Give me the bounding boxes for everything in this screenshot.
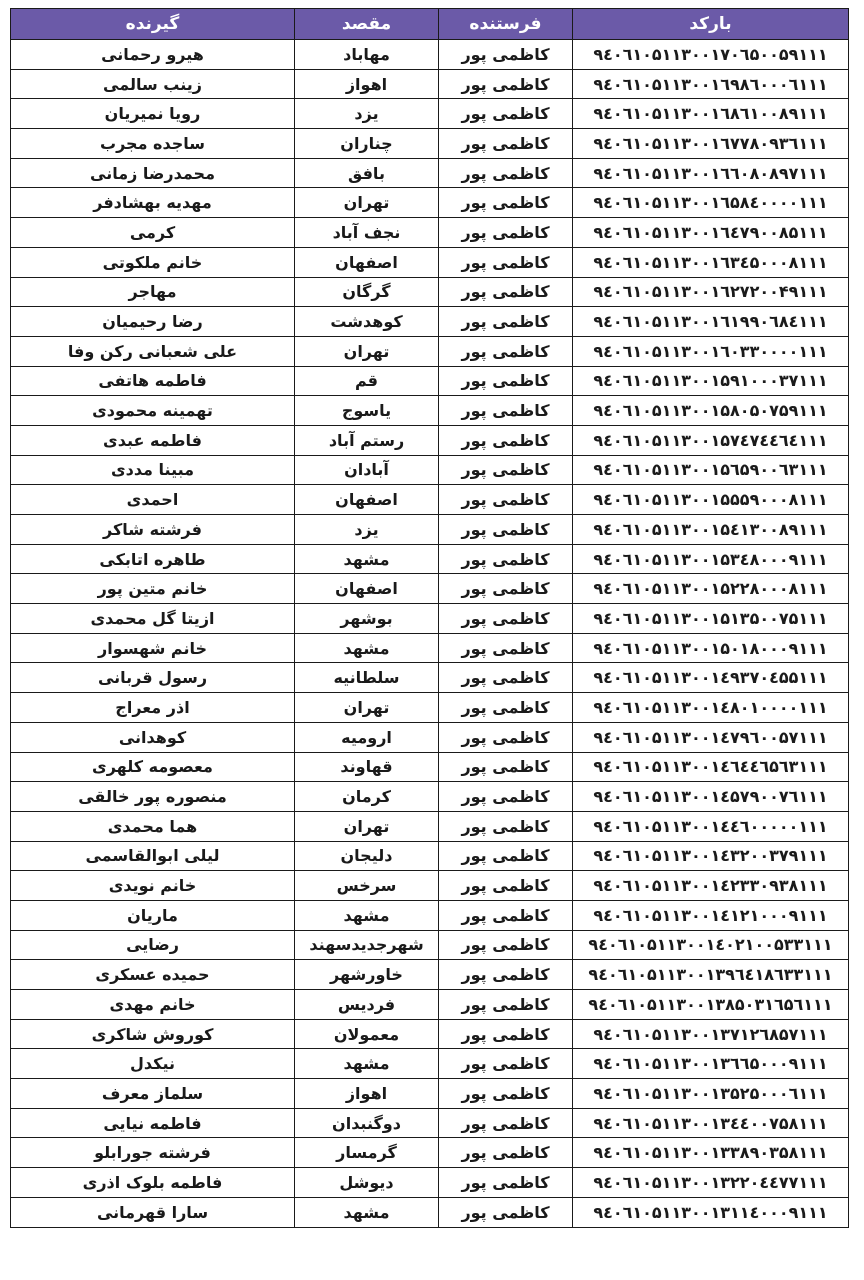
barcode-cell: ۹٤۰٦۱۰۵۱۱۳۰۰۱٦۵۸٤۰۰۰۰۱۱۱ [573, 188, 849, 218]
table-row [11, 930, 849, 960]
destination-cell: اهواز [295, 1079, 439, 1109]
table-row [11, 752, 849, 782]
barcode-cell: ۹٤۰٦۱۰۵۱۱۳۰۰۱۵۱۳۵۰۰۷۵۱۱۱ [573, 604, 849, 634]
sender-cell: کاظمی پور [439, 277, 573, 307]
sender-cell: کاظمی پور [439, 366, 573, 396]
barcode-cell: ۹٤۰٦۱۰۵۱۱۳۰۰۱٦۲۷۲۰۰۴۹۱۱۱ [573, 277, 849, 307]
sender-cell: کاظمی پور [439, 782, 573, 812]
barcode-cell: ۹٤۰٦۱۰۵۱۱۳۰۰۱٤۵۷۹۰۰۷٦۱۱۱ [573, 782, 849, 812]
barcode-cell: ۹٤۰٦۱۰۵۱۱۳۰۰۱٦٤۷۹۰۰۸۵۱۱۱ [573, 218, 849, 248]
barcode-cell: ۹٤۰٦۱۰۵۱۱۳۰۰۱۳۱۱٤۰۰۰۹۱۱۱ [573, 1197, 849, 1227]
barcode-cell: ۹٤۰٦۱۰۵۱۱۳۰۰۱٤۲۳۳۰۹۳۸۱۱۱ [573, 871, 849, 901]
sender-cell: کاظمی پور [439, 1108, 573, 1138]
recipient-cell: خانم ملکوتی [11, 247, 295, 277]
recipient-cell: رضایی [11, 930, 295, 960]
table-row [11, 1138, 849, 1168]
recipient-cell: کوهدانی [11, 722, 295, 752]
table-row [11, 366, 849, 396]
table-row [11, 990, 849, 1020]
recipient-cell: مهدیه بهشادفر [11, 188, 295, 218]
barcode-cell: ۹٤۰٦۱۰۵۱۱۳۰۰۱٦۳٤۵۰۰۰۸۱۱۱ [573, 247, 849, 277]
recipient-cell: علی شعبانی رکن وفا [11, 336, 295, 366]
table-row [11, 1049, 849, 1079]
recipient-cell: رسول قربانی [11, 663, 295, 693]
table-row [11, 515, 849, 545]
sender-cell: کاظمی پور [439, 1168, 573, 1198]
destination-cell: ارومیه [295, 722, 439, 752]
destination-cell: نجف آباد [295, 218, 439, 248]
destination-cell: اهواز [295, 69, 439, 99]
recipient-cell: فرشته شاکر [11, 515, 295, 545]
sender-cell: کاظمی پور [439, 188, 573, 218]
shipment-table [10, 8, 849, 1228]
table-row [11, 574, 849, 604]
barcode-cell: ۹٤۰٦۱۰۵۱۱۳۰۰۱٦۷۷۸۰۹۳٦۱۱۱ [573, 129, 849, 159]
destination-cell: گرگان [295, 277, 439, 307]
recipient-cell: ساجده مجرب [11, 129, 295, 159]
barcode-cell: ۹٤۰٦۱۰۵۱۱۳۰۰۱۵۸۰۵۰۷۵۹۱۱۱ [573, 396, 849, 426]
barcode-cell: ۹٤۰٦۱۰۵۱۱۳۰۰۱۵۳٤۸۰۰۰۹۱۱۱ [573, 544, 849, 574]
table-row [11, 69, 849, 99]
destination-cell: کوهدشت [295, 307, 439, 337]
sender-cell: کاظمی پور [439, 307, 573, 337]
sender-cell: کاظمی پور [439, 69, 573, 99]
column-header-recipient: گیرنده [11, 9, 295, 40]
destination-cell: رستم آباد [295, 425, 439, 455]
destination-cell: مشهد [295, 1197, 439, 1227]
barcode-cell: ۹٤۰٦۱۰۵۱۱۳۰۰۱٤٤٦۰۰۰۰۰۱۱۱ [573, 811, 849, 841]
table-row [11, 425, 849, 455]
recipient-cell: فاطمه عبدی [11, 425, 295, 455]
recipient-cell: مهاجر [11, 277, 295, 307]
table-row [11, 188, 849, 218]
destination-cell: مشهد [295, 633, 439, 663]
recipient-cell: احمدی [11, 485, 295, 515]
recipient-cell: نیکدل [11, 1049, 295, 1079]
table-row [11, 544, 849, 574]
sender-cell: کاظمی پور [439, 455, 573, 485]
barcode-cell: ۹٤۰٦۱۰۵۱۱۳۰۰۱۵۷٤۷٤٤٦٤۱۱۱ [573, 425, 849, 455]
destination-cell: تهران [295, 693, 439, 723]
destination-cell: بافق [295, 158, 439, 188]
barcode-cell: ۹٤۰٦۱۰۵۱۱۳۰۰۱٤۸۰۱۰۰۰۰۱۱۱ [573, 693, 849, 723]
destination-cell: قهاوند [295, 752, 439, 782]
recipient-cell: محمدرضا زمانی [11, 158, 295, 188]
recipient-cell: خانم مهدی [11, 990, 295, 1020]
destination-cell: یزد [295, 99, 439, 129]
recipient-cell: ماریان [11, 900, 295, 930]
recipient-cell: طاهره اتابکی [11, 544, 295, 574]
sender-cell: کاظمی پور [439, 752, 573, 782]
recipient-cell: هیرو رحمانی [11, 40, 295, 70]
destination-cell: چناران [295, 129, 439, 159]
recipient-cell: معصومه کلهری [11, 752, 295, 782]
table-header [11, 9, 849, 40]
destination-cell: سلطانیه [295, 663, 439, 693]
table-row [11, 455, 849, 485]
barcode-cell: ۹٤۰٦۱۰۵۱۱۳۰۰۱۳۲۲۰٤٤۷۷۱۱۱ [573, 1168, 849, 1198]
table-row [11, 158, 849, 188]
table-row [11, 218, 849, 248]
table-row [11, 900, 849, 930]
sender-cell: کاظمی پور [439, 574, 573, 604]
barcode-cell: ۹٤۰٦۱۰۵۱۱۳۰۰۱۵۹۱۰۰۰۳۷۱۱۱ [573, 366, 849, 396]
recipient-cell: مبینا مددی [11, 455, 295, 485]
table-row [11, 841, 849, 871]
destination-cell: دیوشل [295, 1168, 439, 1198]
sender-cell: کاظمی پور [439, 218, 573, 248]
sender-cell: کاظمی پور [439, 1138, 573, 1168]
barcode-cell: ۹٤۰٦۱۰۵۱۱۳۰۰۱۵۵۵۹۰۰۰۸۱۱۱ [573, 485, 849, 515]
sender-cell: کاظمی پور [439, 1079, 573, 1109]
sender-cell: کاظمی پور [439, 900, 573, 930]
recipient-cell: کوروش شاکری [11, 1019, 295, 1049]
table-row [11, 396, 849, 426]
sender-cell: کاظمی پور [439, 841, 573, 871]
barcode-cell: ۹٤۰٦۱۰۵۱۱۳۰۰۱٤۰۲۱۰۰۵۳۳۱۱۱ [573, 930, 849, 960]
recipient-cell: اذر معراج [11, 693, 295, 723]
table-row [11, 960, 849, 990]
destination-cell: دلیجان [295, 841, 439, 871]
destination-cell: مهاباد [295, 40, 439, 70]
barcode-cell: ۹٤۰٦۱۰۵۱۱۳۰۰۱۵٤۱۳۰۰۸۹۱۱۱ [573, 515, 849, 545]
sender-cell: کاظمی پور [439, 604, 573, 634]
destination-cell: بوشهر [295, 604, 439, 634]
destination-cell: خاورشهر [295, 960, 439, 990]
recipient-cell: ازیتا گل محمدی [11, 604, 295, 634]
table-row [11, 604, 849, 634]
sender-cell: کاظمی پور [439, 990, 573, 1020]
table-row [11, 485, 849, 515]
barcode-cell: ۹٤۰٦۱۰۵۱۱۳۰۰۱۳۹٦٤۱۸٦۳۳۱۱۱ [573, 960, 849, 990]
table-row [11, 99, 849, 129]
recipient-cell: فاطمه هاتفی [11, 366, 295, 396]
barcode-cell: ۹٤۰٦۱۰۵۱۱۳۰۰۱٤۹۳۷۰٤۵۵۱۱۱ [573, 663, 849, 693]
destination-cell: کرمان [295, 782, 439, 812]
destination-cell: اصفهان [295, 485, 439, 515]
barcode-cell: ۹٤۰٦۱۰۵۱۱۳۰۰۱۳۵۲۵۰۰۰٦۱۱۱ [573, 1079, 849, 1109]
destination-cell: یاسوج [295, 396, 439, 426]
barcode-cell: ۹٤۰٦۱۰۵۱۱۳۰۰۱٦۱۹۹۰٦۸٤۱۱۱ [573, 307, 849, 337]
sender-cell: کاظمی پور [439, 515, 573, 545]
destination-cell: یزد [295, 515, 439, 545]
recipient-cell: خانم نویدی [11, 871, 295, 901]
barcode-cell: ۹٤۰٦۱۰۵۱۱۳۰۰۱٤٦٤٤٦۵٦۳۱۱۱ [573, 752, 849, 782]
table-row [11, 871, 849, 901]
barcode-cell: ۹٤۰٦۱۰۵۱۱۳۰۰۱۵۲۲۸۰۰۰۸۱۱۱ [573, 574, 849, 604]
sender-cell: کاظمی پور [439, 396, 573, 426]
recipient-cell: فاطمه بلوک اذری [11, 1168, 295, 1198]
table-row [11, 722, 849, 752]
sender-cell: کاظمی پور [439, 1197, 573, 1227]
recipient-cell: هما محمدی [11, 811, 295, 841]
table-body [11, 40, 849, 1228]
barcode-cell: ۹٤۰٦۱۰۵۱۱۳۰۰۱٦٦۰۸۰۸۹۷۱۱۱ [573, 158, 849, 188]
recipient-cell: تهمینه محمودی [11, 396, 295, 426]
destination-cell: مشهد [295, 900, 439, 930]
barcode-cell: ۹٤۰٦۱۰۵۱۱۳۰۰۱٤۷۹٦۰۰۵۷۱۱۱ [573, 722, 849, 752]
table-row [11, 307, 849, 337]
destination-cell: اصفهان [295, 574, 439, 604]
table-row [11, 277, 849, 307]
destination-cell: تهران [295, 188, 439, 218]
sender-cell: کاظمی پور [439, 722, 573, 752]
recipient-cell: سلماز معرف [11, 1079, 295, 1109]
recipient-cell: فاطمه نیایی [11, 1108, 295, 1138]
recipient-cell: سارا قهرمانی [11, 1197, 295, 1227]
barcode-cell: ۹٤۰٦۱۰۵۱۱۳۰۰۱٤۳۲۰۰۳۷۹۱۱۱ [573, 841, 849, 871]
sender-cell: کاظمی پور [439, 129, 573, 159]
destination-cell: مشهد [295, 544, 439, 574]
header-row [11, 9, 849, 40]
barcode-cell: ۹٤۰٦۱۰۵۱۱۳۰۰۱٤۱۲۱۰۰۰۹۱۱۱ [573, 900, 849, 930]
recipient-cell: رضا رحیمیان [11, 307, 295, 337]
destination-cell: معمولان [295, 1019, 439, 1049]
barcode-cell: ۹٤۰٦۱۰۵۱۱۳۰۰۱۵۰۱۸۰۰۰۹۱۱۱ [573, 633, 849, 663]
destination-cell: آبادان [295, 455, 439, 485]
destination-cell: سرخس [295, 871, 439, 901]
sender-cell: کاظمی پور [439, 1049, 573, 1079]
shipment-sheet [10, 8, 848, 1228]
column-header-sender: فرستنده [439, 9, 573, 40]
recipient-cell: خانم متین پور [11, 574, 295, 604]
table-row [11, 811, 849, 841]
column-header-barcode: بارکد [573, 9, 849, 40]
table-row [11, 1197, 849, 1227]
column-header-destination: مقصد [295, 9, 439, 40]
barcode-cell: ۹٤۰٦۱۰۵۱۱۳۰۰۱۳۳۸۹۰۳۵۸۱۱۱ [573, 1138, 849, 1168]
sender-cell: کاظمی پور [439, 693, 573, 723]
table-row [11, 1079, 849, 1109]
sender-cell: کاظمی پور [439, 247, 573, 277]
recipient-cell: منصوره پور خالقی [11, 782, 295, 812]
destination-cell: قم [295, 366, 439, 396]
recipient-cell: رویا نمیریان [11, 99, 295, 129]
sender-cell: کاظمی پور [439, 99, 573, 129]
destination-cell: مشهد [295, 1049, 439, 1079]
sender-cell: کاظمی پور [439, 960, 573, 990]
destination-cell: دوگنبدان [295, 1108, 439, 1138]
barcode-cell: ۹٤۰٦۱۰۵۱۱۳۰۰۱۳٦٦۵۰۰۰۹۱۱۱ [573, 1049, 849, 1079]
barcode-cell: ۹٤۰٦۱۰۵۱۱۳۰۰۱٦۸٦۱۰۰۸۹۱۱۱ [573, 99, 849, 129]
recipient-cell: حمیده عسکری [11, 960, 295, 990]
table-row [11, 1019, 849, 1049]
destination-cell: گرمسار [295, 1138, 439, 1168]
destination-cell: شهرجدیدسهند [295, 930, 439, 960]
barcode-cell: ۹٤۰٦۱۰۵۱۱۳۰۰۱٦۹۸٦۰۰۰٦۱۱۱ [573, 69, 849, 99]
destination-cell: اصفهان [295, 247, 439, 277]
table-row [11, 247, 849, 277]
sender-cell: کاظمی پور [439, 544, 573, 574]
sender-cell: کاظمی پور [439, 930, 573, 960]
barcode-cell: ۹٤۰٦۱۰۵۱۱۳۰۰۱۳۷۱۲٦۸۵۷۱۱۱ [573, 1019, 849, 1049]
sender-cell: کاظمی پور [439, 336, 573, 366]
recipient-cell: کرمی [11, 218, 295, 248]
sender-cell: کاظمی پور [439, 158, 573, 188]
table-row [11, 782, 849, 812]
table-row [11, 663, 849, 693]
recipient-cell: زینب سالمی [11, 69, 295, 99]
sender-cell: کاظمی پور [439, 633, 573, 663]
sender-cell: کاظمی پور [439, 811, 573, 841]
sender-cell: کاظمی پور [439, 663, 573, 693]
table-row [11, 633, 849, 663]
sender-cell: کاظمی پور [439, 425, 573, 455]
sender-cell: کاظمی پور [439, 485, 573, 515]
sender-cell: کاظمی پور [439, 1019, 573, 1049]
destination-cell: تهران [295, 811, 439, 841]
destination-cell: تهران [295, 336, 439, 366]
table-row [11, 336, 849, 366]
barcode-cell: ۹٤۰٦۱۰۵۱۱۳۰۰۱۵٦۵۹۰۰٦۳۱۱۱ [573, 455, 849, 485]
sender-cell: کاظمی پور [439, 40, 573, 70]
recipient-cell: لیلی ابوالقاسمی [11, 841, 295, 871]
recipient-cell: خانم شهسوار [11, 633, 295, 663]
barcode-cell: ۹٤۰٦۱۰۵۱۱۳۰۰۱۳۸۵۰۳۱٦۵٦۱۱۱ [573, 990, 849, 1020]
table-row [11, 693, 849, 723]
sender-cell: کاظمی پور [439, 871, 573, 901]
barcode-cell: ۹٤۰٦۱۰۵۱۱۳۰۰۱۳٤٤۰۰۷۵۸۱۱۱ [573, 1108, 849, 1138]
table-row [11, 1168, 849, 1198]
table-row [11, 1108, 849, 1138]
destination-cell: فردیس [295, 990, 439, 1020]
recipient-cell: فرشته جورابلو [11, 1138, 295, 1168]
table-row [11, 129, 849, 159]
barcode-cell: ۹٤۰٦۱۰۵۱۱۳۰۰۱۷۰٦۵۰۰۵۹۱۱۱ [573, 40, 849, 70]
table-row [11, 40, 849, 70]
barcode-cell: ۹٤۰٦۱۰۵۱۱۳۰۰۱٦۰۳۳۰۰۰۰۱۱۱ [573, 336, 849, 366]
